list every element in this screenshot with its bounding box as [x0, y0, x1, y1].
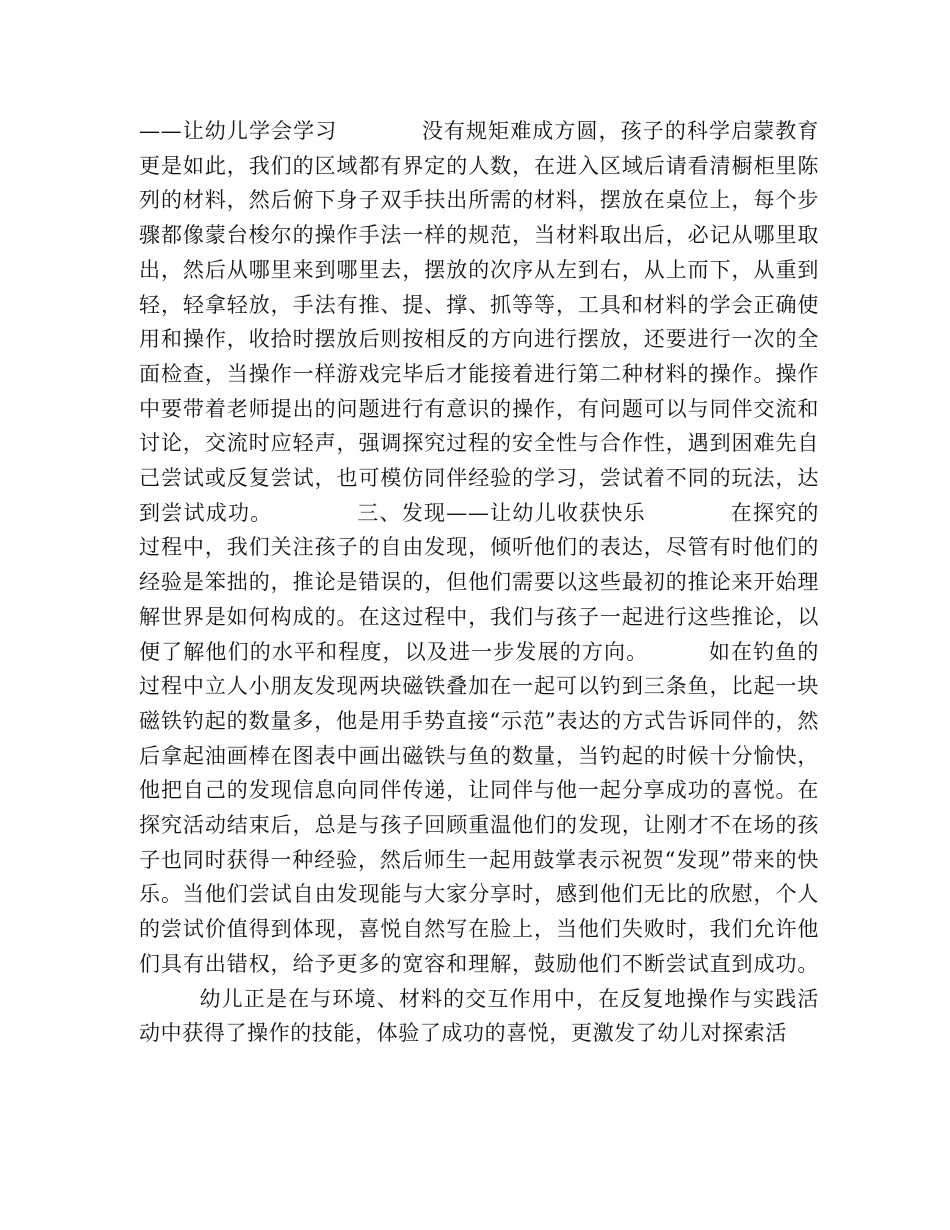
body-text: [139, 114, 819, 1051]
paragraph-fishing-example: 如在钓鱼的过程中立人小朋友发现两块磁铁叠加在一起可以钓到三条鱼，比起一块磁铁钓起的数量多，他是用手势直接“示范”表达的方式告诉同伴的，然后拿起油画棒在图表中画出磁铁与鱼的数量，当钓起的时候十分愉快，他把自己的发现信息向同伴传递，让同伴与他一起分享成功的喜悦。在探究活动结束后，总是与孩子回顾重温他们的发现，让刚才不在场的孩子也同时获得一种经验，然后师生一起用鼓掌表示祝贺“发现”带来的快乐。当他们尝试自由发现能与大家分享时，感到他们无比的欣慰，个人的尝试价值得到体现，喜悦自然写在脸上，当他们失败时，我们允许他们具有出错权，给予更多的宽容和理解，鼓励他们不断尝试直到成功。: [139, 639, 819, 976]
paragraph-discovery: 在探究的过程中，我们关注孩子的自由发现，倾听他们的表达，尽管有时他们的经验是笨拙的，推论是错误的，但他们需要以这些最初的推论来开始理解世界是如何构成的。在这过程中，我们与孩子一起进行这些推论，以便了解他们的水平和程度，以及进一步发展的方向。: [139, 500, 819, 664]
paragraph-conclusion: 幼儿正是在与环境、材料的交互作用中，在反复地操作与实践活动中获得了操作的技能，体验了成功的喜悦，更激发了幼儿对探索活: [139, 986, 819, 1046]
section-heading-discovery: 三、发现——让幼儿收获快乐: [356, 500, 646, 525]
paragraph-rules: 没有规矩难成方圆，孩子的科学启蒙教育更是如此，我们的区域都有界定的人数，在进入区域后请看清橱柜里陈列的材料，然后俯下身子双手扶出所需的材料，摆放在桌位上，每个步骤都像蒙台梭尔的操作手法一样的规范，当材料取出后，必记从哪里取出，然后从哪里来到哪里去，摆放的次序从左到右，从上而下，从重到轻，轻拿轻放，手法有推、提、撑、抓等等，工具和材料的学会正确使用和操作，收拾时摆放后则按相反的方向进行摆放，还要进行一次的全面检查，当操作一样游戏完毕后才能接着进行第二种材料的操作。操作中要带着老师提出的问题进行有意识的操作，有问题可以与同伴交流和讨论，交流时应轻声，强调探究过程的安全性与合作性，遇到困难先自己尝试或反复尝试，也可模仿同伴经验的学习，尝试着不同的玩法，达到尝试成功。: [139, 119, 819, 525]
section-heading-learning: ——让幼儿学会学习: [139, 119, 338, 143]
